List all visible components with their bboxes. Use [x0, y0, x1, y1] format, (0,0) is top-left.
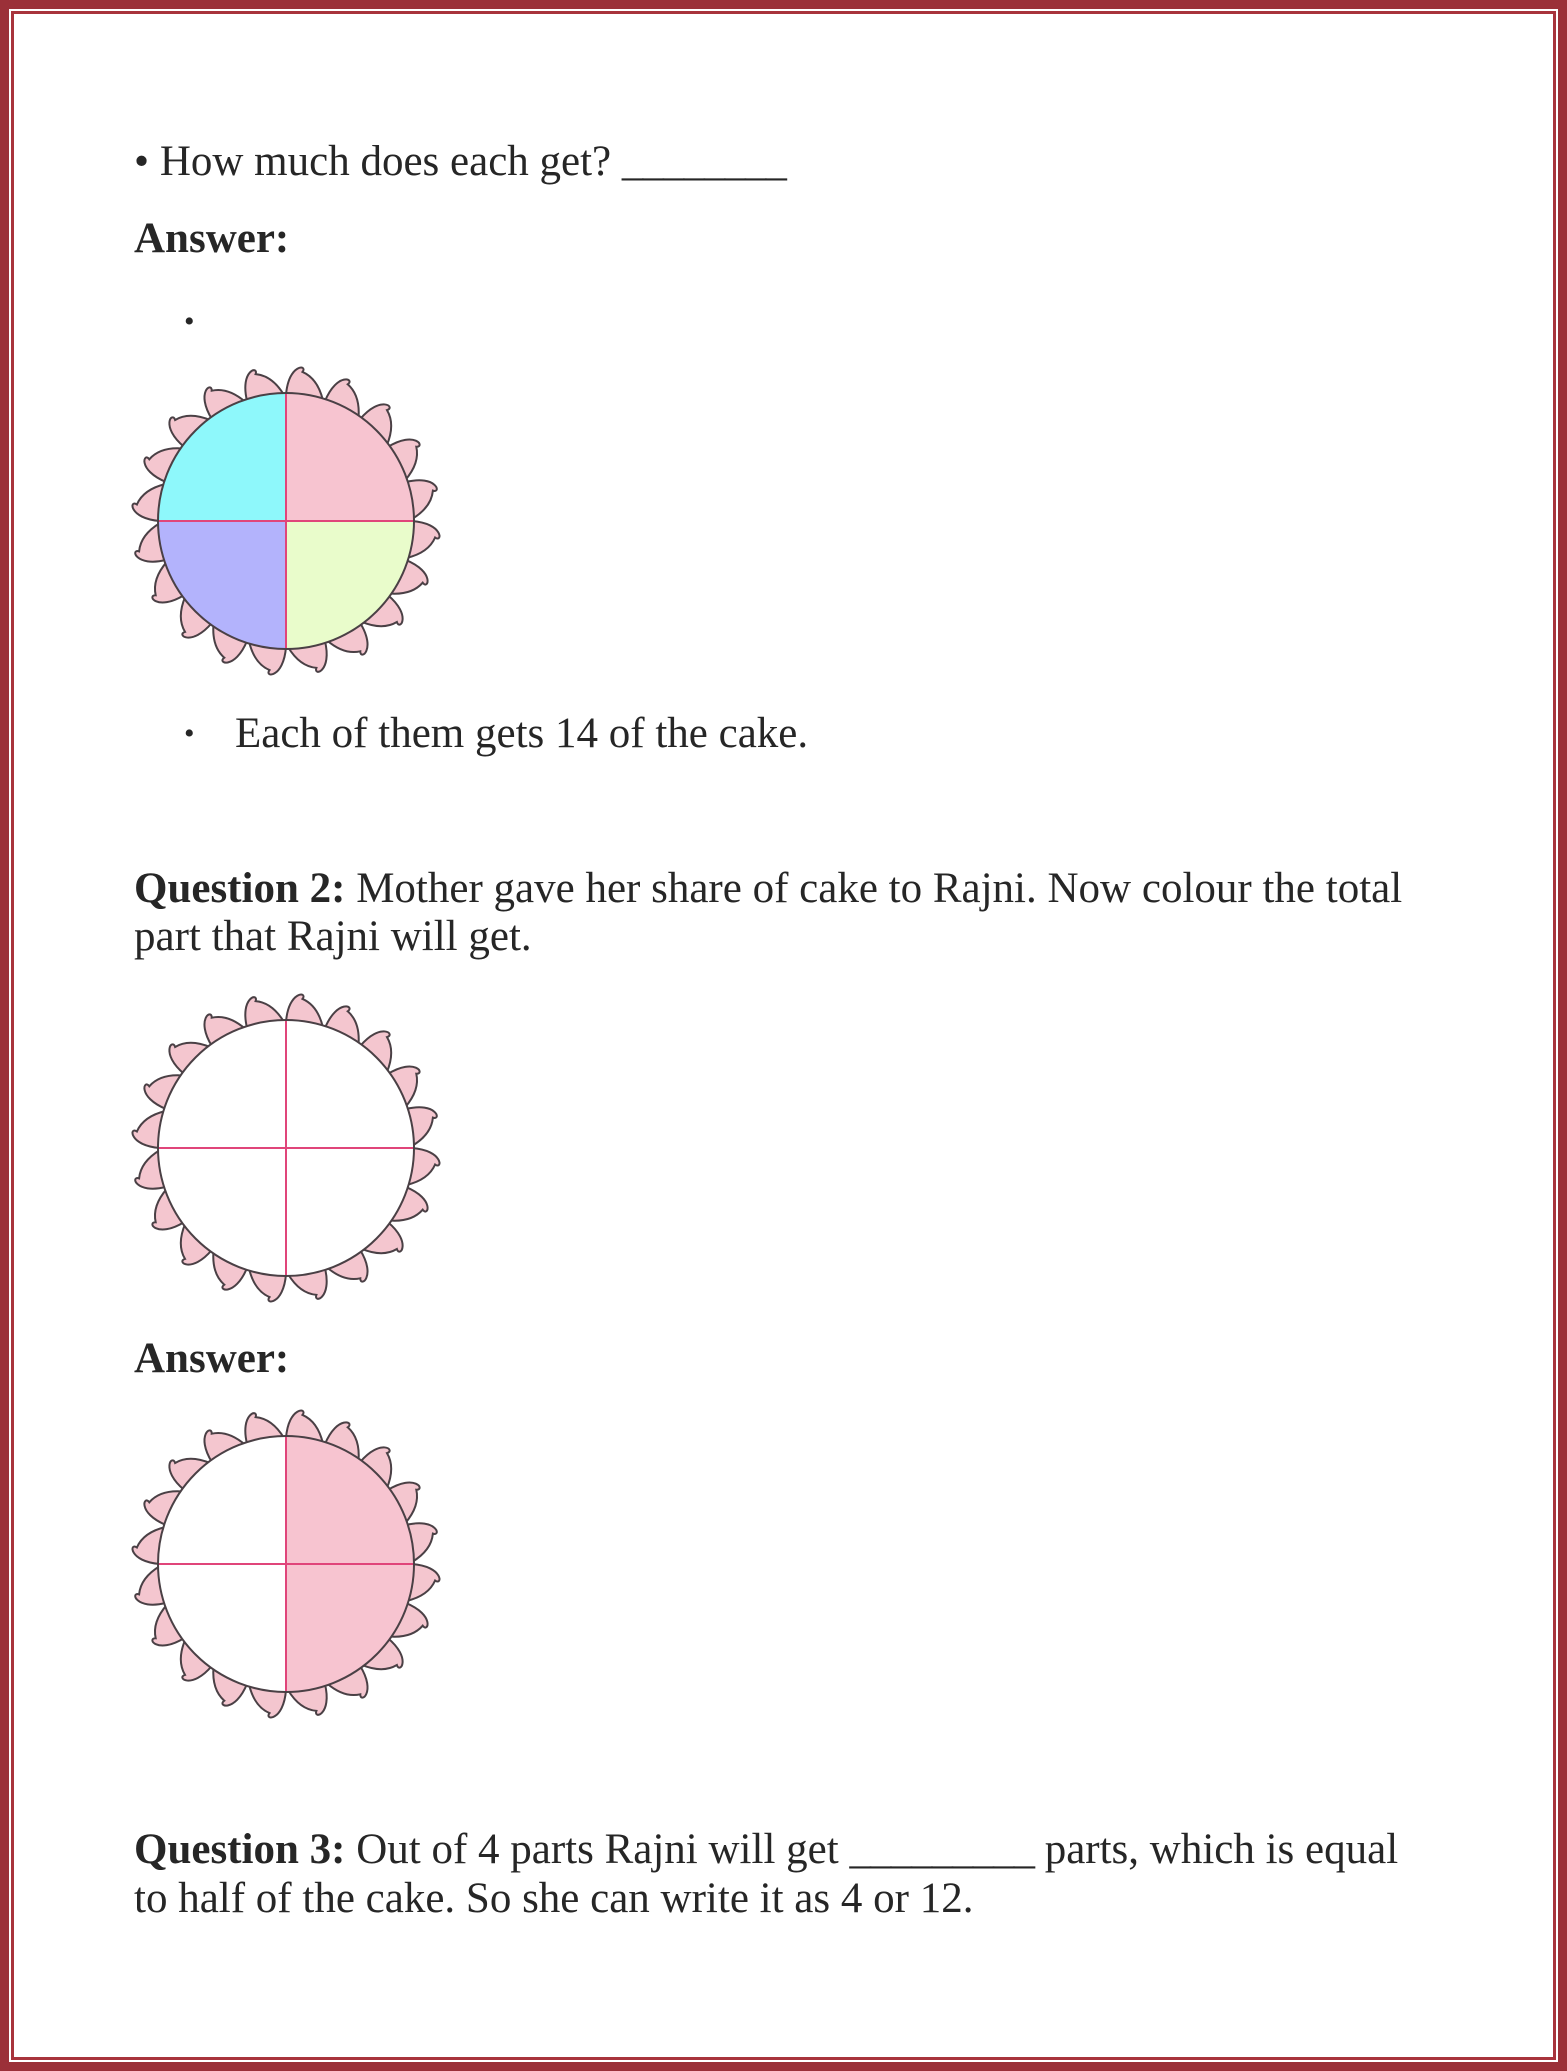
- question3-line1: [134, 1826, 1398, 1874]
- question3-text-2: parts, which is equal: [1044, 1826, 1399, 1873]
- empty-bullet: •: [184, 305, 195, 338]
- question2-line1: [134, 865, 1402, 913]
- answer-blank: ________: [621, 138, 786, 185]
- cake-icon: [121, 983, 451, 1313]
- result-bullet: •: [184, 717, 195, 750]
- question3-label: Question 3:: [134, 1826, 346, 1873]
- cake-icon: [121, 356, 451, 686]
- answer-label-2: Answer:: [134, 1335, 290, 1382]
- question-text: How much does each get?: [159, 138, 612, 185]
- cake-half-shaded: [121, 1399, 451, 1729]
- cake-icon: [121, 1399, 451, 1729]
- cake-quartered-colored: [121, 356, 451, 686]
- question3-text-1: Out of 4 parts Rajni will get: [356, 1826, 839, 1873]
- question2-line2: part that Rajni will get.: [134, 913, 532, 960]
- question2-label: Question 2:: [134, 865, 346, 912]
- bullet: •: [134, 138, 150, 185]
- answer-blank: _________: [849, 1826, 1034, 1873]
- question3-line2: to half of the cake. So she can write it as 4 or 12.: [134, 1875, 974, 1922]
- answer-label-1: Answer:: [134, 215, 290, 262]
- answer-result-text: Each of them gets 14 of the cake.: [235, 710, 809, 757]
- intro-question-line: [134, 138, 786, 186]
- question2-text-1: Mother gave her share of cake to Rajni. Now colour the total: [356, 865, 1403, 912]
- cake-quartered-blank: [121, 983, 451, 1313]
